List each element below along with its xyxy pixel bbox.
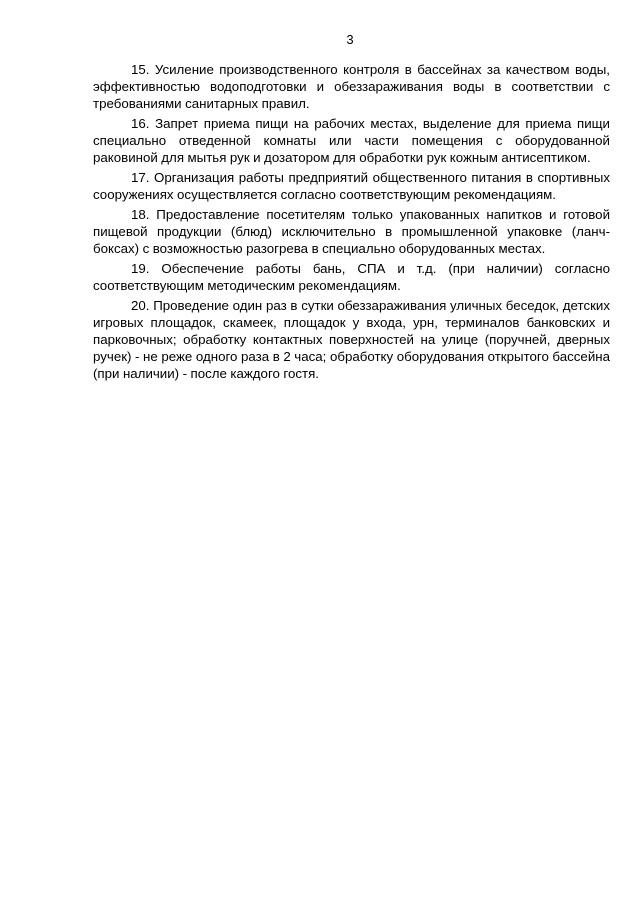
- paragraph-17: 17. Организация работы предприятий общественного питания в спортивных сооружениях осуществляется согласно соответствующим рекомендациям.: [93, 170, 610, 202]
- paragraph-16: 16. Запрет приема пищи на рабочих местах, выделение для приема пищи специально отведенной комнаты или части помещения с оборудованной раковиной для мытья рук и дозатором для обработки рук кожным антисептиком.: [93, 116, 610, 165]
- document-body: [93, 61, 610, 385]
- paragraph-18: 18. Предоставление посетителям только упакованных напитков и готовой пищевой продукции (блюд) исключительно в промышленной упаковке (ланч-боксах) с возможностью разогрева в специально оборудованных местах.: [93, 207, 610, 256]
- paragraph-20: 20. Проведение один раз в сутки обеззараживания уличных беседок, детских игровых площадок, скамеек, площадок у входа, урн, терминалов банковских и парковочных; обработку контактных поверхностей на улице (поручней, дверных ручек) - не реже одного раза в 2 часа; обработку оборудования открытого бассейна (при наличии) - после каждого гостя.: [93, 298, 610, 381]
- paragraph-15: 15. Усиление производственного контроля в бассейнах за качеством воды, эффективностью водоподготовки и обеззараживания воды в соответствии с требованиями санитарных правил.: [93, 62, 610, 111]
- paragraph-19: 19. Обеспечение работы бань, СПА и т.д. (при наличии) согласно соответствующим методическим рекомендациям.: [93, 261, 610, 293]
- page-number: 3: [346, 32, 354, 47]
